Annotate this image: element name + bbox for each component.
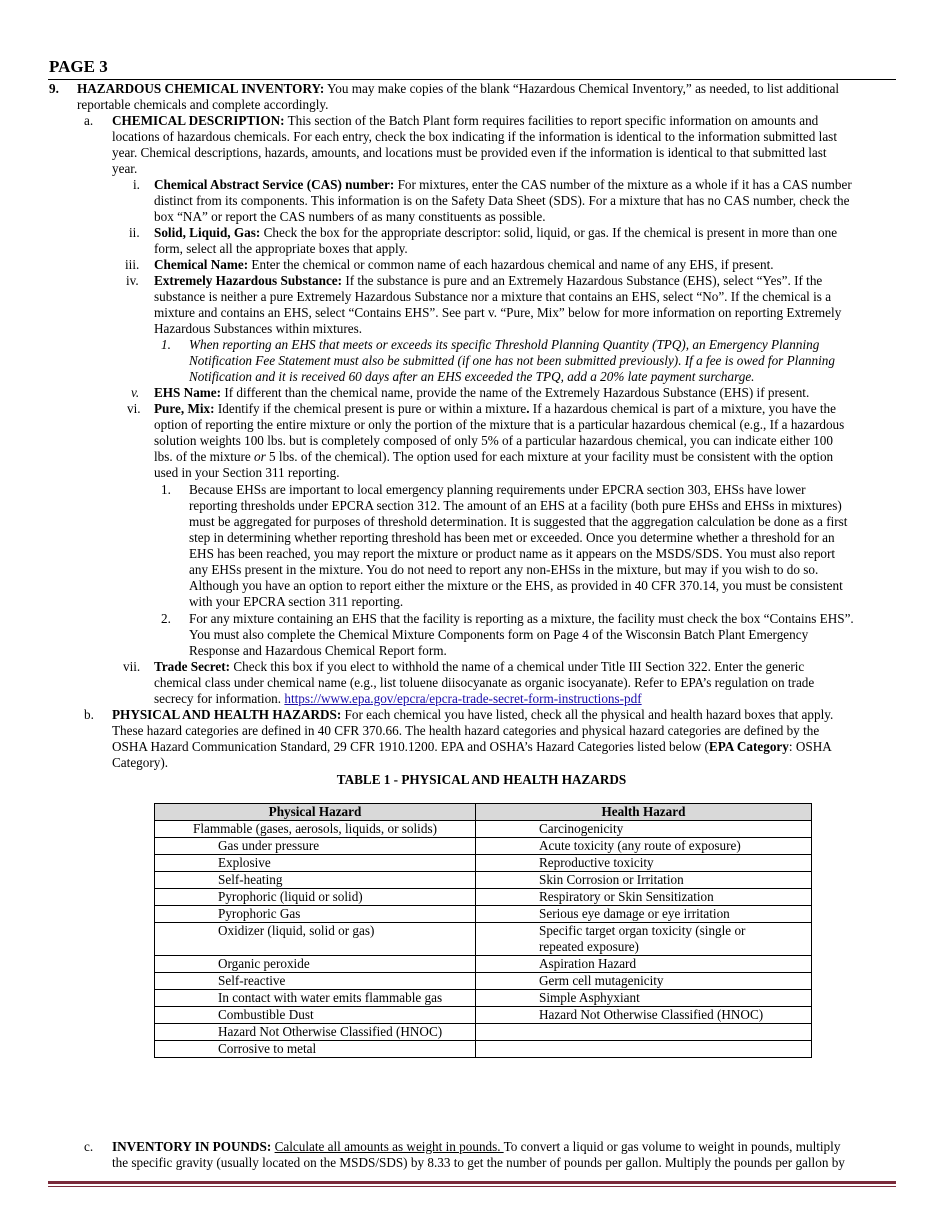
section-a-line-3: year. Chemical descriptions, hazards, amounts, and locations must be provided even if the information is identical to that submitted last (112, 145, 827, 160)
item-vi-sub2-line-3: Response and Hazardous Chemical Report form. (189, 643, 447, 658)
table-row (155, 889, 812, 906)
health-hazard-cell: Germ cell mutagenicity (476, 973, 812, 990)
physical-hazard-cell: Explosive (155, 855, 476, 872)
item-vi-sub1-line-7: Although you have an option to report either the mixture or the EHS, as provided in 40 CFR 370.14, you must be consistent (189, 578, 843, 593)
section-b-line-1: PHYSICAL AND HEALTH HAZARDS: For each chemical you have listed, check all the physical and health hazard boxes that apply. (112, 707, 834, 722)
title-divider (48, 79, 896, 80)
item-vi-line-1: Pure, Mix: Identify if the chemical present is pure or within a mixture. If a hazardous chemical is part of a mixture, you have the (154, 401, 836, 416)
section-b-letter: b. (84, 707, 94, 722)
item-v-number: v. (131, 385, 140, 400)
physical-hazard-cell: Corrosive to metal (155, 1041, 476, 1058)
item-vii-line-1: Trade Secret: Check this box if you elect to withhold the name of a chemical under Title III Section 322. Enter the generic (154, 659, 805, 674)
item-9-line-1: HAZARDOUS CHEMICAL INVENTORY: You may make copies of the blank “Hazardous Chemical Inventory,” as needed, to list additional (77, 81, 839, 96)
physical-hazard-cell: Flammable (gases, aerosols, liquids, or solids) (155, 821, 476, 838)
header-health-hazard: Health Hazard (476, 804, 812, 821)
health-hazard-cell: Skin Corrosion or Irritation (476, 872, 812, 889)
item-vi-sub1-line-1: Because EHSs are important to local emergency planning requirements under EPCRA section 303, EHSs have lower (189, 482, 806, 497)
item-vii-number: vii. (123, 659, 141, 674)
section-b-heading: PHYSICAL AND HEALTH HAZARDS: (112, 707, 342, 722)
health-hazard-cell: Aspiration Hazard (476, 956, 812, 973)
item-9-heading: HAZARDOUS CHEMICAL INVENTORY: (77, 81, 325, 96)
physical-hazard-cell: Combustible Dust (155, 1007, 476, 1024)
physical-hazard-cell: Pyrophoric Gas (155, 906, 476, 923)
item-vi-sub1-line-8: with your EPCRA section 311 reporting. (189, 594, 404, 609)
item-iv-number: iv. (126, 273, 139, 288)
page-title: PAGE 3 (49, 57, 108, 76)
item-iii-heading: Chemical Name: (154, 257, 249, 272)
item-v-line-1: EHS Name: If different than the chemical name, provide the name of the Extremely Hazardous Substance (EHS) if present. (154, 385, 810, 400)
footer-divider-thin (48, 1186, 896, 1187)
item-iv-line-4: Hazardous Substances within mixtures. (154, 321, 363, 336)
item-ii-heading: Solid, Liquid, Gas: (154, 225, 261, 240)
health-hazard-cell: Simple Asphyxiant (476, 990, 812, 1007)
item-vi-sub1-line-3: must be aggregated for purposes of threshold determination. It is suggested that the aggregation calculation be done as a first (189, 514, 848, 529)
item-vi-sub2-line-1: For any mixture containing an EHS that the facility is reporting as a mixture, the facility must check the box “Contains EHS”. (189, 611, 854, 626)
table-row (155, 1007, 812, 1024)
physical-hazard-cell: In contact with water emits flammable gas (155, 990, 476, 1007)
section-a-line-2: locations of hazardous chemicals. For each entry, check the box indicating if the information is identical to the information submitted last (112, 129, 837, 144)
table-row (155, 855, 812, 872)
table-header-row (155, 804, 812, 821)
item-9-line-2: reportable chemicals and complete accordingly. (77, 97, 329, 112)
physical-hazard-cell: Oxidizer (liquid, solid or gas) (155, 923, 476, 956)
health-hazard-cell: Hazard Not Otherwise Classified (HNOC) (476, 1007, 812, 1024)
item-vi-sub2-line-2: You must also complete the Chemical Mixture Components form on Page 4 of the Wisconsin Batch Plant Emergency (189, 627, 809, 642)
section-b-line-4: Category). (112, 755, 169, 770)
hazards-table (154, 803, 812, 1058)
physical-hazard-cell: Gas under pressure (155, 838, 476, 855)
item-iv-sub1-line-1: When reporting an EHS that meets or exceeds its specific Threshold Planning Quantity (TPQ), an Emergency Planning (189, 337, 820, 352)
item-vii-heading: Trade Secret: (154, 659, 231, 674)
table-row (155, 821, 812, 838)
header-physical-hazard: Physical Hazard (155, 804, 476, 821)
table-row (155, 838, 812, 855)
health-hazard-cell (476, 1024, 812, 1041)
section-c-line-1: INVENTORY IN POUNDS: Calculate all amounts as weight in pounds. To convert a liquid or gas volume to weight in pounds, multiply (112, 1139, 841, 1154)
footer-divider (48, 1181, 896, 1184)
item-vii-line-2: chemical class under chemical name (e.g., list toluene diisocyanate as organic isocyanate). Refer to EPA’s regulation on trade (154, 675, 815, 690)
item-vi-line-4: lbs. of the mixture or 5 lbs. of the chemical). The option used for each mixture at your facility must be consistent with the option (154, 449, 834, 464)
item-iv-sub1-line-2: Notification Fee Statement must also be submitted (if one has not been submitted previously). If a fee is owed for Planning (189, 353, 835, 368)
item-ii-line-1: Solid, Liquid, Gas: Check the box for the appropriate descriptor: solid, liquid, or gas. If the chemical is present in more than one (154, 225, 838, 240)
health-hazard-cell: Serious eye damage or eye irritation (476, 906, 812, 923)
item-iii-line-1: Chemical Name: Enter the chemical or common name of each hazardous chemical and name of any EHS, if present. (154, 257, 774, 272)
physical-hazard-cell: Organic peroxide (155, 956, 476, 973)
physical-hazard-cell: Hazard Not Otherwise Classified (HNOC) (155, 1024, 476, 1041)
item-iv-sub1-number: 1. (161, 337, 171, 352)
item-iv-sub1-line-3: Notification and it is received 60 days after an EHS exceeded the TPQ, add a 20% late payment surcharge. (189, 369, 755, 384)
item-iv-line-1: Extremely Hazardous Substance: If the substance is pure and an Extremely Hazardous Substance (EHS), select “Yes”. If the (154, 273, 823, 288)
table-row (155, 923, 812, 956)
item-i-heading: Chemical Abstract Service (CAS) number: (154, 177, 395, 192)
table-row (155, 1024, 812, 1041)
section-b-line-2: These hazard categories are defined in 40 CFR 370.66. The health hazard categories and physical hazard categories are defined by the (112, 723, 820, 738)
section-b-line-3: OSHA Hazard Communication Standard, 29 CFR 1910.1200. EPA and OSHA’s Hazard Categories listed below (EPA Category: OSHA (112, 739, 832, 754)
item-i-line-1: Chemical Abstract Service (CAS) number: For mixtures, enter the CAS number of the mixture as a whole if it has a CAS number (154, 177, 852, 192)
trade-secret-link[interactable]: https://www.epa.gov/epcra/epcra-trade-secret-form-instructions-pdf (284, 691, 642, 706)
item-iv-line-2: substance is neither a pure Extremely Hazardous Substance nor a mixture that contains an EHS, select “No”. If the chemical is a (154, 289, 832, 304)
physical-hazard-cell: Pyrophoric (liquid or solid) (155, 889, 476, 906)
item-vi-sub1-line-6: any EHSs present in the mixture. You do not need to report any non-EHSs in the mixture, but may if you wish to do so. (189, 562, 819, 577)
health-hazard-cell: Acute toxicity (any route of exposure) (476, 838, 812, 855)
item-iii-number: iii. (125, 257, 140, 272)
item-vi-line-2: option of reporting the entire mixture or only the portion of the mixture that is a particular hazardous chemical (e.g., If a hazardous (154, 417, 845, 432)
item-vii-line-3: secrecy for information. https://www.epa.gov/epcra/epcra-trade-secret-form-instructions-pdf (154, 691, 642, 706)
item-vi-line-5: used in your Section 311 reporting. (154, 465, 340, 480)
item-vi-sub1-line-5: EHS has been reached, you may report the mixture or product name as it appears on the MSDS/SDS. You must also report (189, 546, 836, 561)
item-vi-sub2-number: 2. (161, 611, 171, 626)
table-row (155, 872, 812, 889)
physical-hazard-cell: Self-reactive (155, 973, 476, 990)
health-hazard-cell: Carcinogenicity (476, 821, 812, 838)
item-i-line-3: box “NA” or report the CAS numbers of as many constituents as possible. (154, 209, 546, 224)
item-ii-line-2: form, select all the appropriate boxes that apply. (154, 241, 408, 256)
item-ii-number: ii. (129, 225, 140, 240)
health-hazard-cell: Specific target organ toxicity (single or repeated exposure) (476, 923, 812, 956)
item-vi-number: vi. (127, 401, 141, 416)
section-a-line-1: CHEMICAL DESCRIPTION: This section of the Batch Plant form requires facilities to report specific information on amounts and (112, 113, 819, 128)
physical-hazard-cell: Self-heating (155, 872, 476, 889)
table-row (155, 956, 812, 973)
section-c-letter: c. (84, 1139, 94, 1154)
item-vi-sub1-number: 1. (161, 482, 171, 497)
item-v-heading: EHS Name: (154, 385, 222, 400)
health-hazard-cell (476, 1041, 812, 1058)
item-iv-line-3: mixture and contains an EHS, select “Contains EHS”. See part v. “Pure, Mix” below for more information on reporting Extremely (154, 305, 842, 320)
table-row (155, 973, 812, 990)
section-c-heading: INVENTORY IN POUNDS: (112, 1139, 272, 1154)
section-a-heading: CHEMICAL DESCRIPTION: (112, 113, 285, 128)
health-hazard-cell: Respiratory or Skin Sensitization (476, 889, 812, 906)
item-i-number: i. (133, 177, 140, 192)
section-a-line-4: year. (112, 161, 138, 176)
section-a-letter: a. (84, 113, 94, 128)
table-caption: TABLE 1 - PHYSICAL AND HEALTH HAZARDS (336, 772, 627, 787)
table-row (155, 990, 812, 1007)
table-row (155, 1041, 812, 1058)
item-9-number: 9. (49, 81, 59, 96)
item-vi-sub1-line-4: step in determining whether reporting threshold has been met or exceeded. Once you determine whether a threshold for an (189, 530, 835, 545)
item-i-line-2: distinct from its components. This information is on the Safety Data Sheet (SDS). For a mixture that has no CAS number, check the (154, 193, 850, 208)
section-c-line-2: the specific gravity (usually located on the MSDS/SDS) by 8.33 to get the number of pounds per gallon. Multiply the pounds per gallon by (112, 1155, 845, 1170)
health-hazard-cell: Reproductive toxicity (476, 855, 812, 872)
item-vi-line-3: solution weights 100 lbs. but is completely composed of only 5% of a particular hazardous chemical, you can indicate either 100 (154, 433, 833, 448)
item-iv-heading: Extremely Hazardous Substance: (154, 273, 343, 288)
item-vi-sub1-line-2: reporting thresholds under EPCRA section 312. The amount of an EHS at a facility (both pure EHSs and EHSs in mixtures) (189, 498, 842, 513)
item-vi-heading: Pure, Mix: (154, 401, 215, 416)
table-row (155, 906, 812, 923)
